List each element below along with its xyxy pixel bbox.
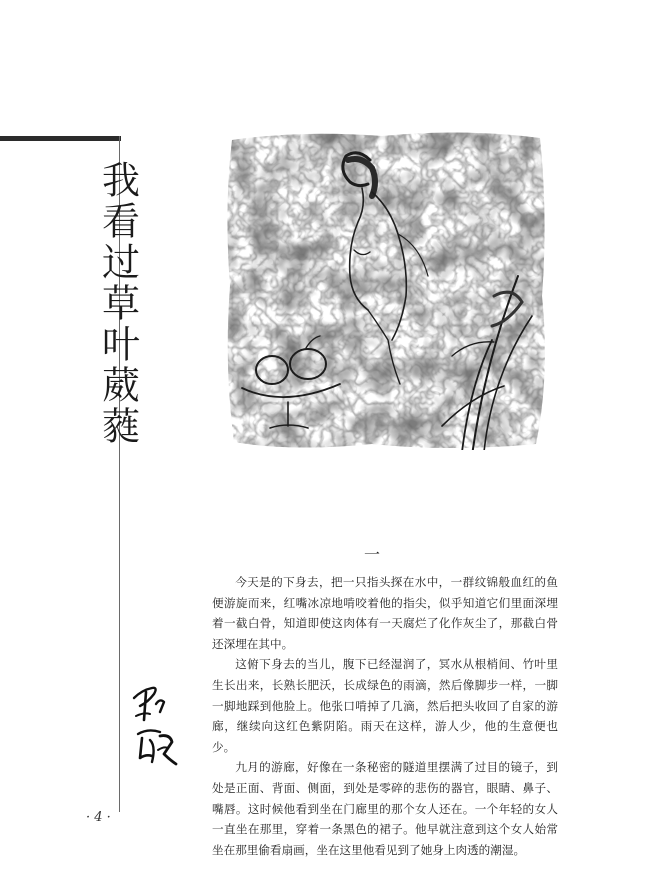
paragraph: 这俯下身去的当儿，腹下已经湿润了，冥水从根梢间、竹叶里生长出来，长熟长肥沃，长成绿色的雨滴，然后像脚步一样，一脚一脚地踩到他脸上。他张口啃掉了几滴，然后把头收回了自家的游廊，继续向这红色紫阴陷。雨天在这样，游人少，他的生意便也少。	[212, 657, 558, 754]
paragraph: 九月的游廊，好像在一条秘密的隧道里摆满了过目的镜子，到处是正面、背面、侧面，到处是零碎的悲伤的器官，眼睛、鼻子、嘴唇。这时候他看到坐在门廊里的那个女人还在。一个年轻的女人一直坐在那里，穿着一条黑色的裙子。他早就注意到这个女人始常坐在那里偷看扇画，坐在这里他看见到了她身上肉透的潮湿。	[212, 760, 558, 857]
top-rule	[0, 136, 121, 141]
article-title: 我看过草叶葳蕤	[95, 160, 140, 447]
ink-wash-illustration	[222, 126, 552, 450]
body-text	[212, 572, 558, 860]
paragraph: 今天是的下身去，把一只指头探在水中，一群纹锦般血红的鱼便游旋而来，红嘴冰凉地啃咬着他的指尖，似乎知道它们里面深埋着一截白骨，知道即使这肉体有一天腐烂了化作灰尘了，那截白骨还深埋在其中。	[212, 575, 558, 651]
section-number: 一	[364, 545, 381, 564]
page-number: · 4 ·	[86, 810, 111, 825]
author-signature	[130, 676, 178, 772]
